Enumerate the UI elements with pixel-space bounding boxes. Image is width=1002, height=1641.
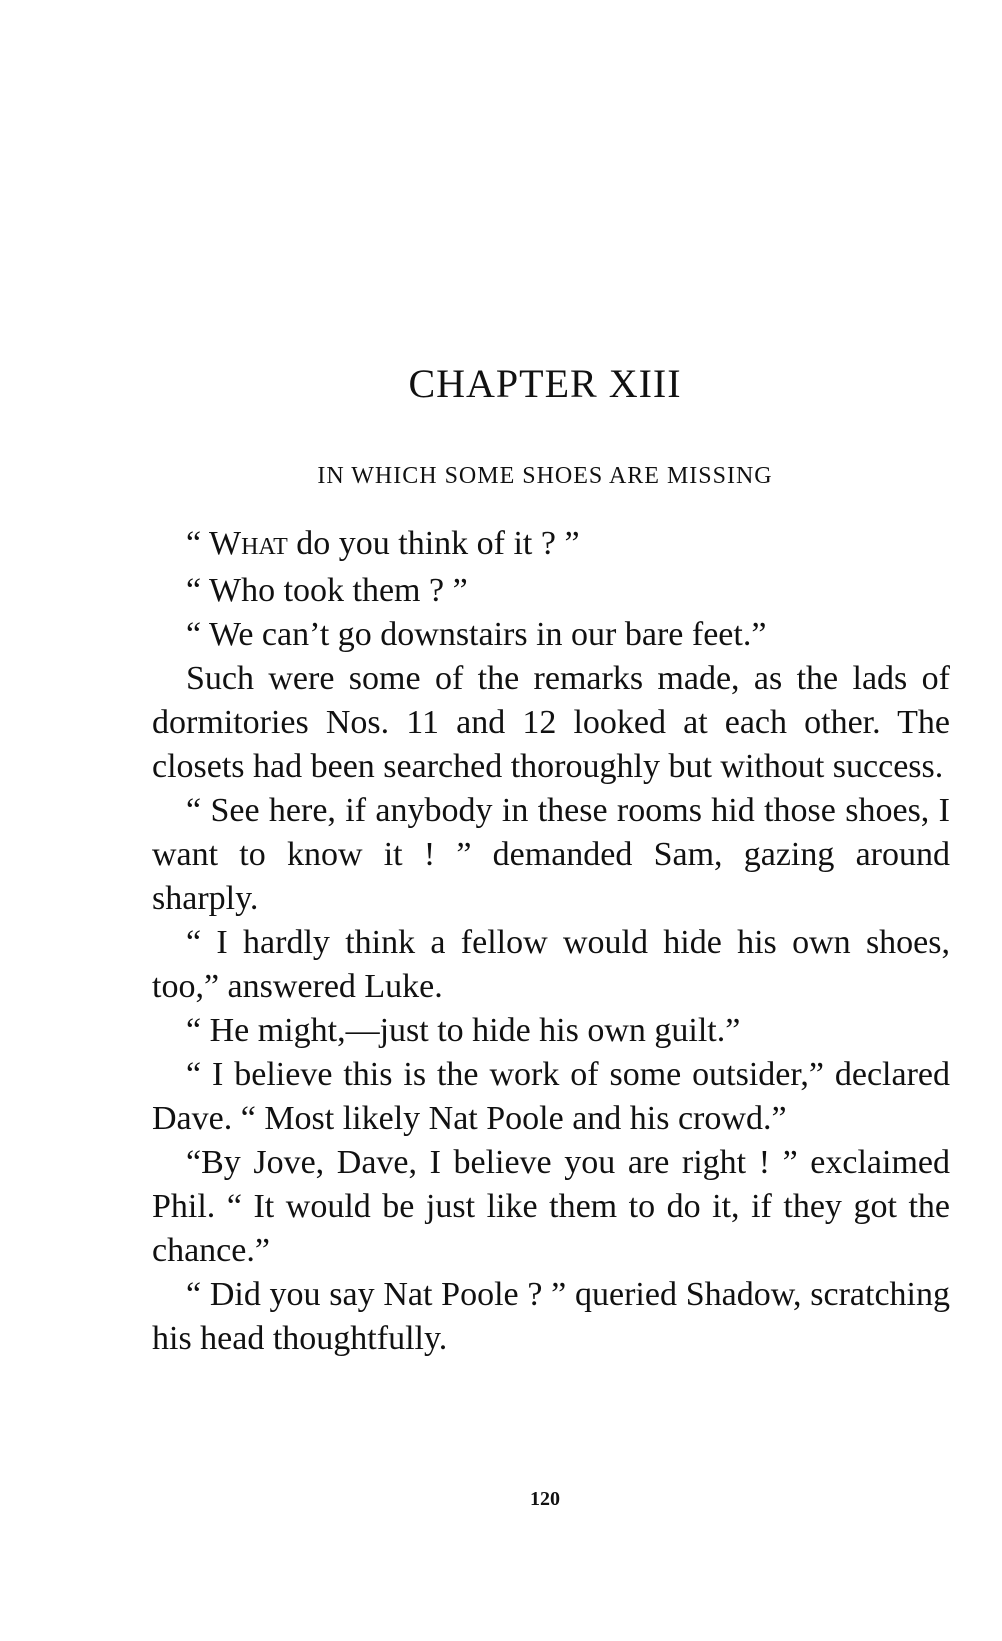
paragraph: “ I believe this is the work of some outsider,” declared Dave. “ Most likely Nat Poole and his crowd.” [152,1056,950,1137]
opening-quote: “ [186,525,209,562]
body-text [152,522,950,1361]
paragraph [152,522,950,569]
paragraph: “ Did you say Nat Poole ? ” queried Shadow, scratching his head thoughtfully. [152,1276,950,1357]
paragraph: “ See here, if anybody in these rooms hid those shoes, I want to know it ! ” demanded Sam, gazing around sharply. [152,792,950,917]
paragraph: “By Jove, Dave, I believe you are right ! ” exclaimed Phil. “ It would be just like them to do it, if they got the chance.” [152,1144,950,1269]
paragraph: “ Who took them ? ” [186,572,468,609]
chapter-subtitle: IN WHICH SOME SHOES ARE MISSING [317,463,773,489]
paragraph-text: do you think of it ? ” [287,525,580,562]
page-number: 120 [530,1488,560,1510]
paragraph: “ I hardly think a fellow would hide his own shoes, too,” answered Luke. [152,924,950,1005]
paragraph: “ We can’t go downstairs in our bare feet.” [186,616,767,653]
paragraph: Such were some of the remarks made, as the lads of dormitories Nos. 11 and 12 looked at each other. The closets had been searched thoroughly but without success. [152,660,950,785]
small-caps-rest: HAT [241,534,288,560]
paragraph: “ He might,—just to hide his own guilt.” [186,1012,741,1049]
chapter-title: CHAPTER XIII [408,361,682,406]
small-caps-initial: W [208,525,242,562]
